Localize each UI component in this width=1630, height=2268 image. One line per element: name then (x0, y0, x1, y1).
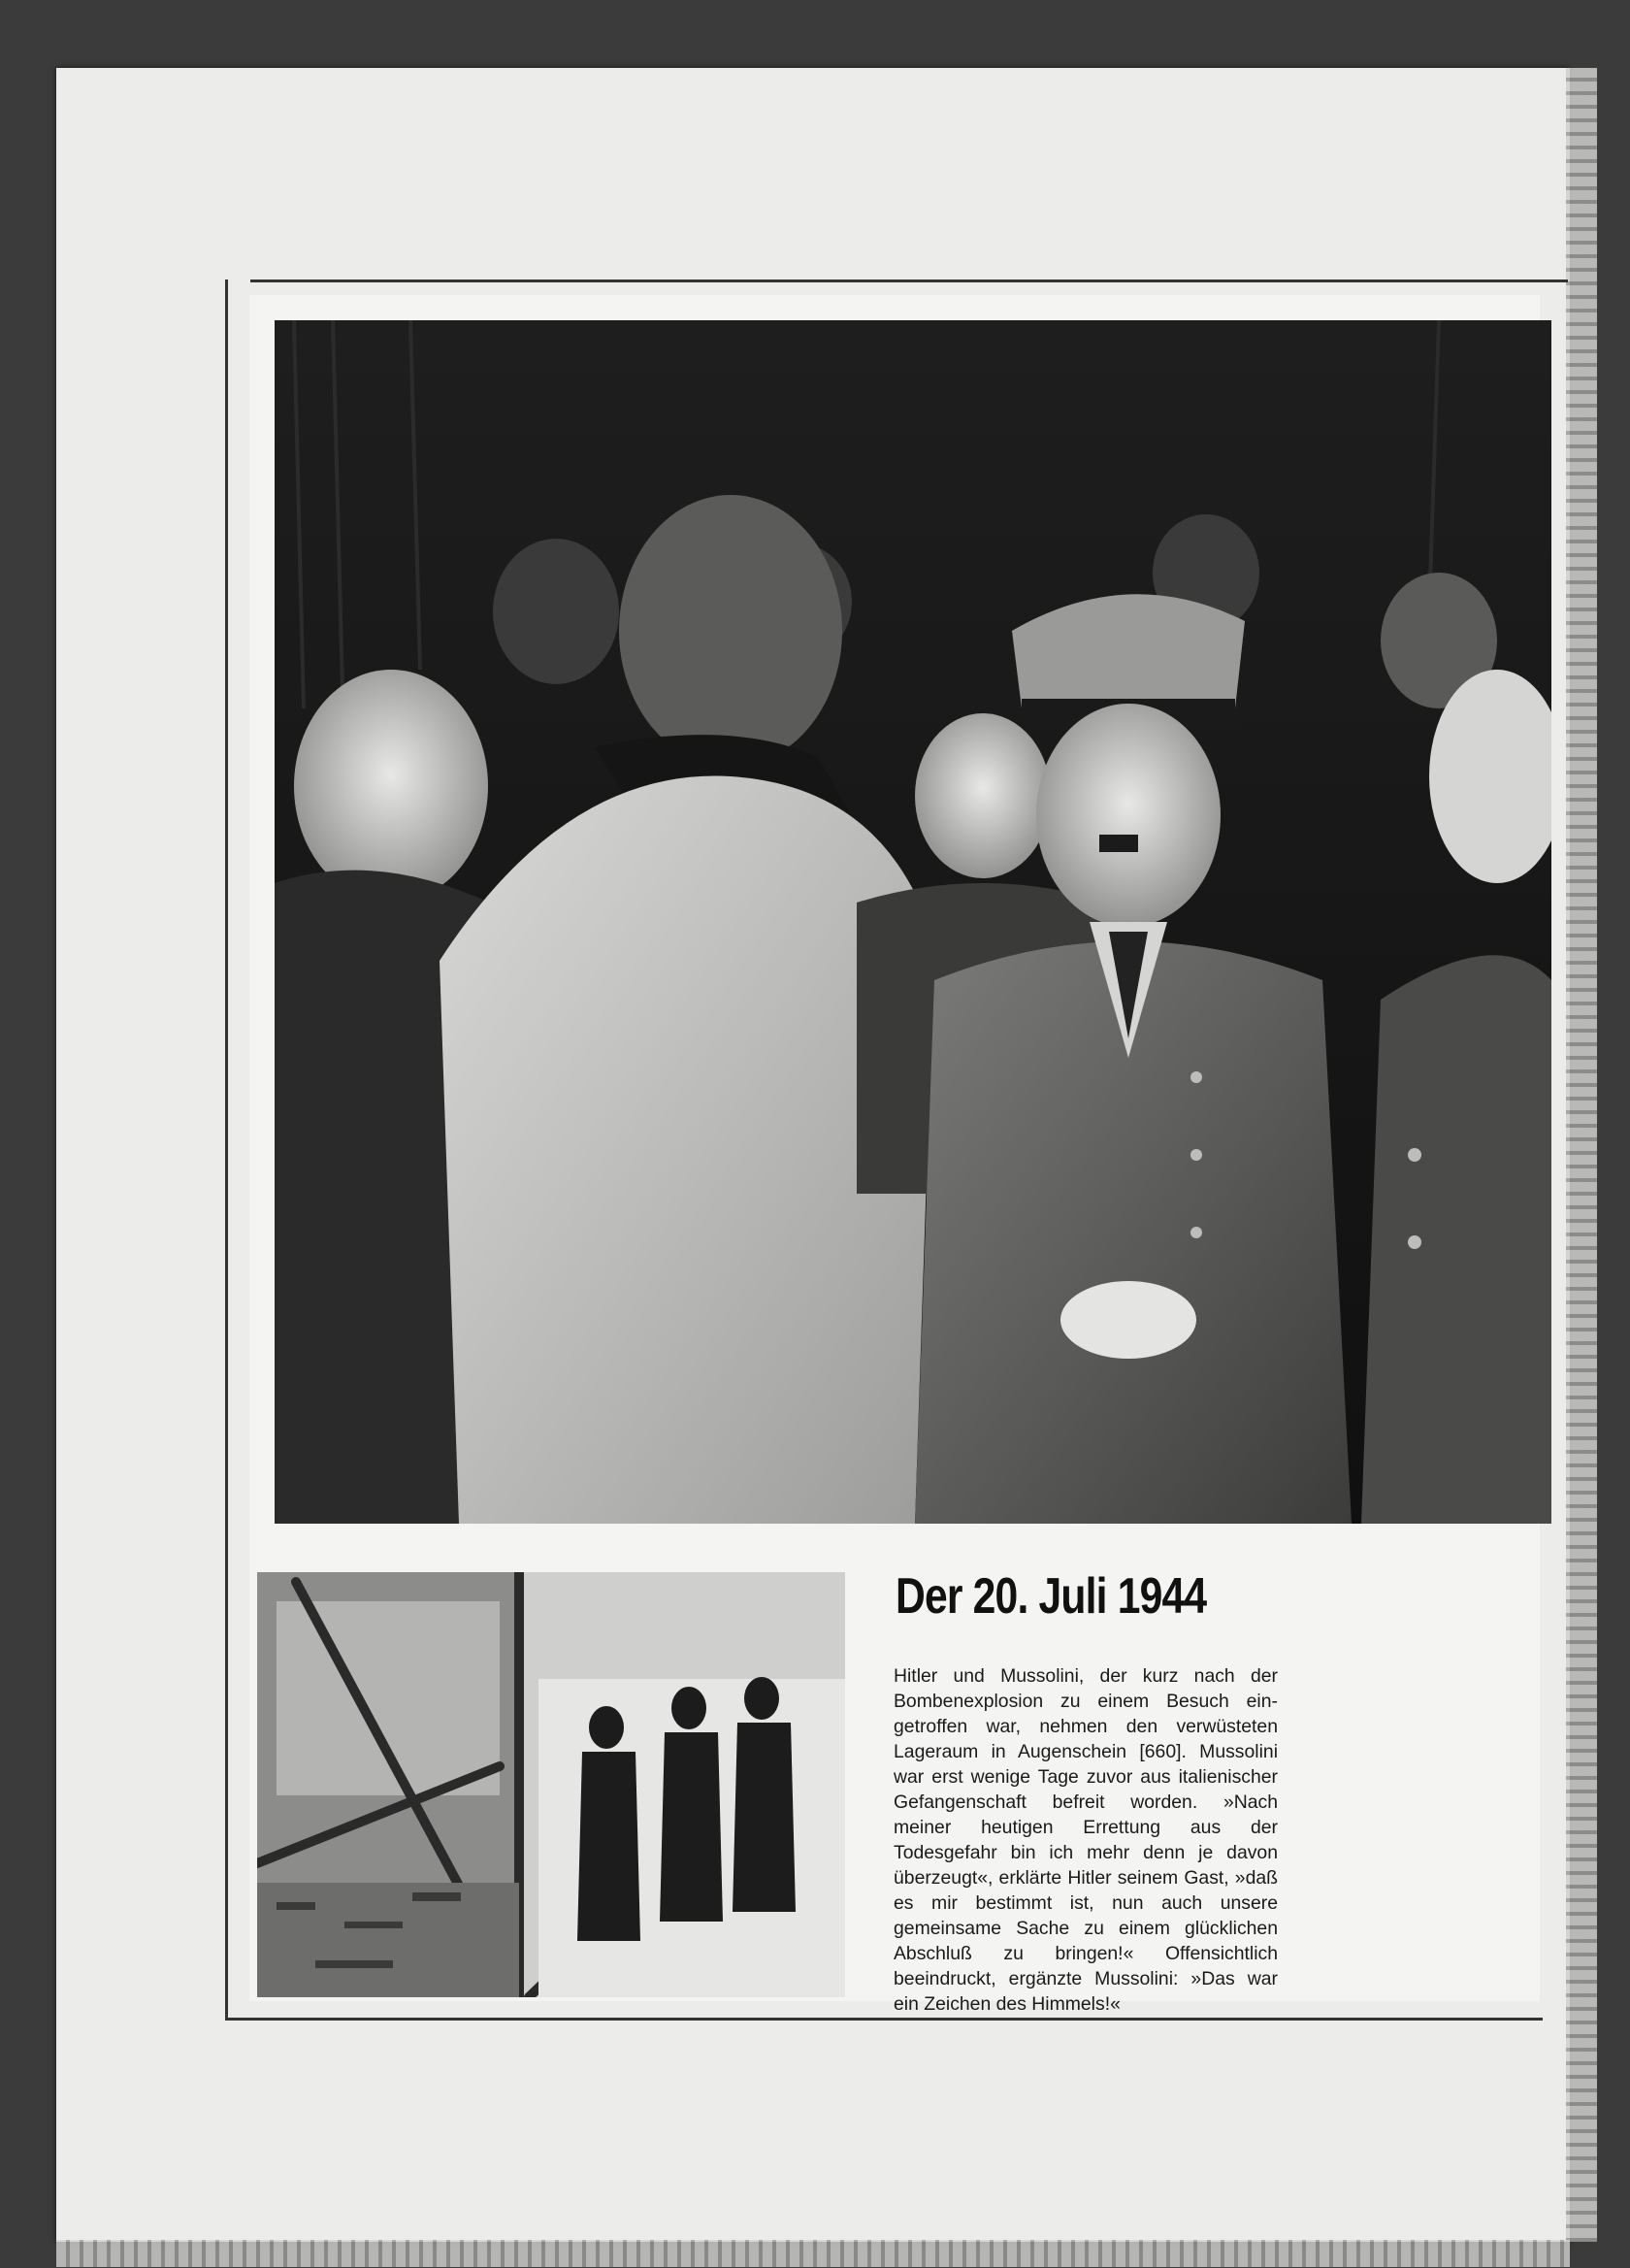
printed-card-sheet (249, 295, 1540, 2015)
secondary-photograph (257, 1572, 845, 1997)
sleeve-perforated-edge (1566, 68, 1597, 2242)
article-headline: Der 20. Juli 1944 (896, 1568, 1207, 1625)
main-photograph (275, 320, 1551, 1524)
article-body: Hitler und Mussolini, der kurz nach der Bombenexplosion zu einem Besuch eingetroffen war, nehmen den verwüsteten Lageraum in Augenschein [660]. Mussolini war erst wenige Tage zuvor aus italienischer Gefangenschaft befreit worden. »Nach meiner heutigen Errettung aus der Todesgefahr bin ich mehr denn je davon überzeugt«, erklärte Hitler seinem Gast, »daß es mir bestimmt ist, nun auch unsere gemeinsame Sache zu einem glücklichen Abschluß zu bringen!« Offensichtlich beeindruckt, ergänzte Mussolini: »Das war ein Zeichen des Himmels!« (894, 1665, 1278, 2015)
printed-card (225, 279, 1543, 2021)
sleeve-bottom-edge (56, 2240, 1570, 2267)
